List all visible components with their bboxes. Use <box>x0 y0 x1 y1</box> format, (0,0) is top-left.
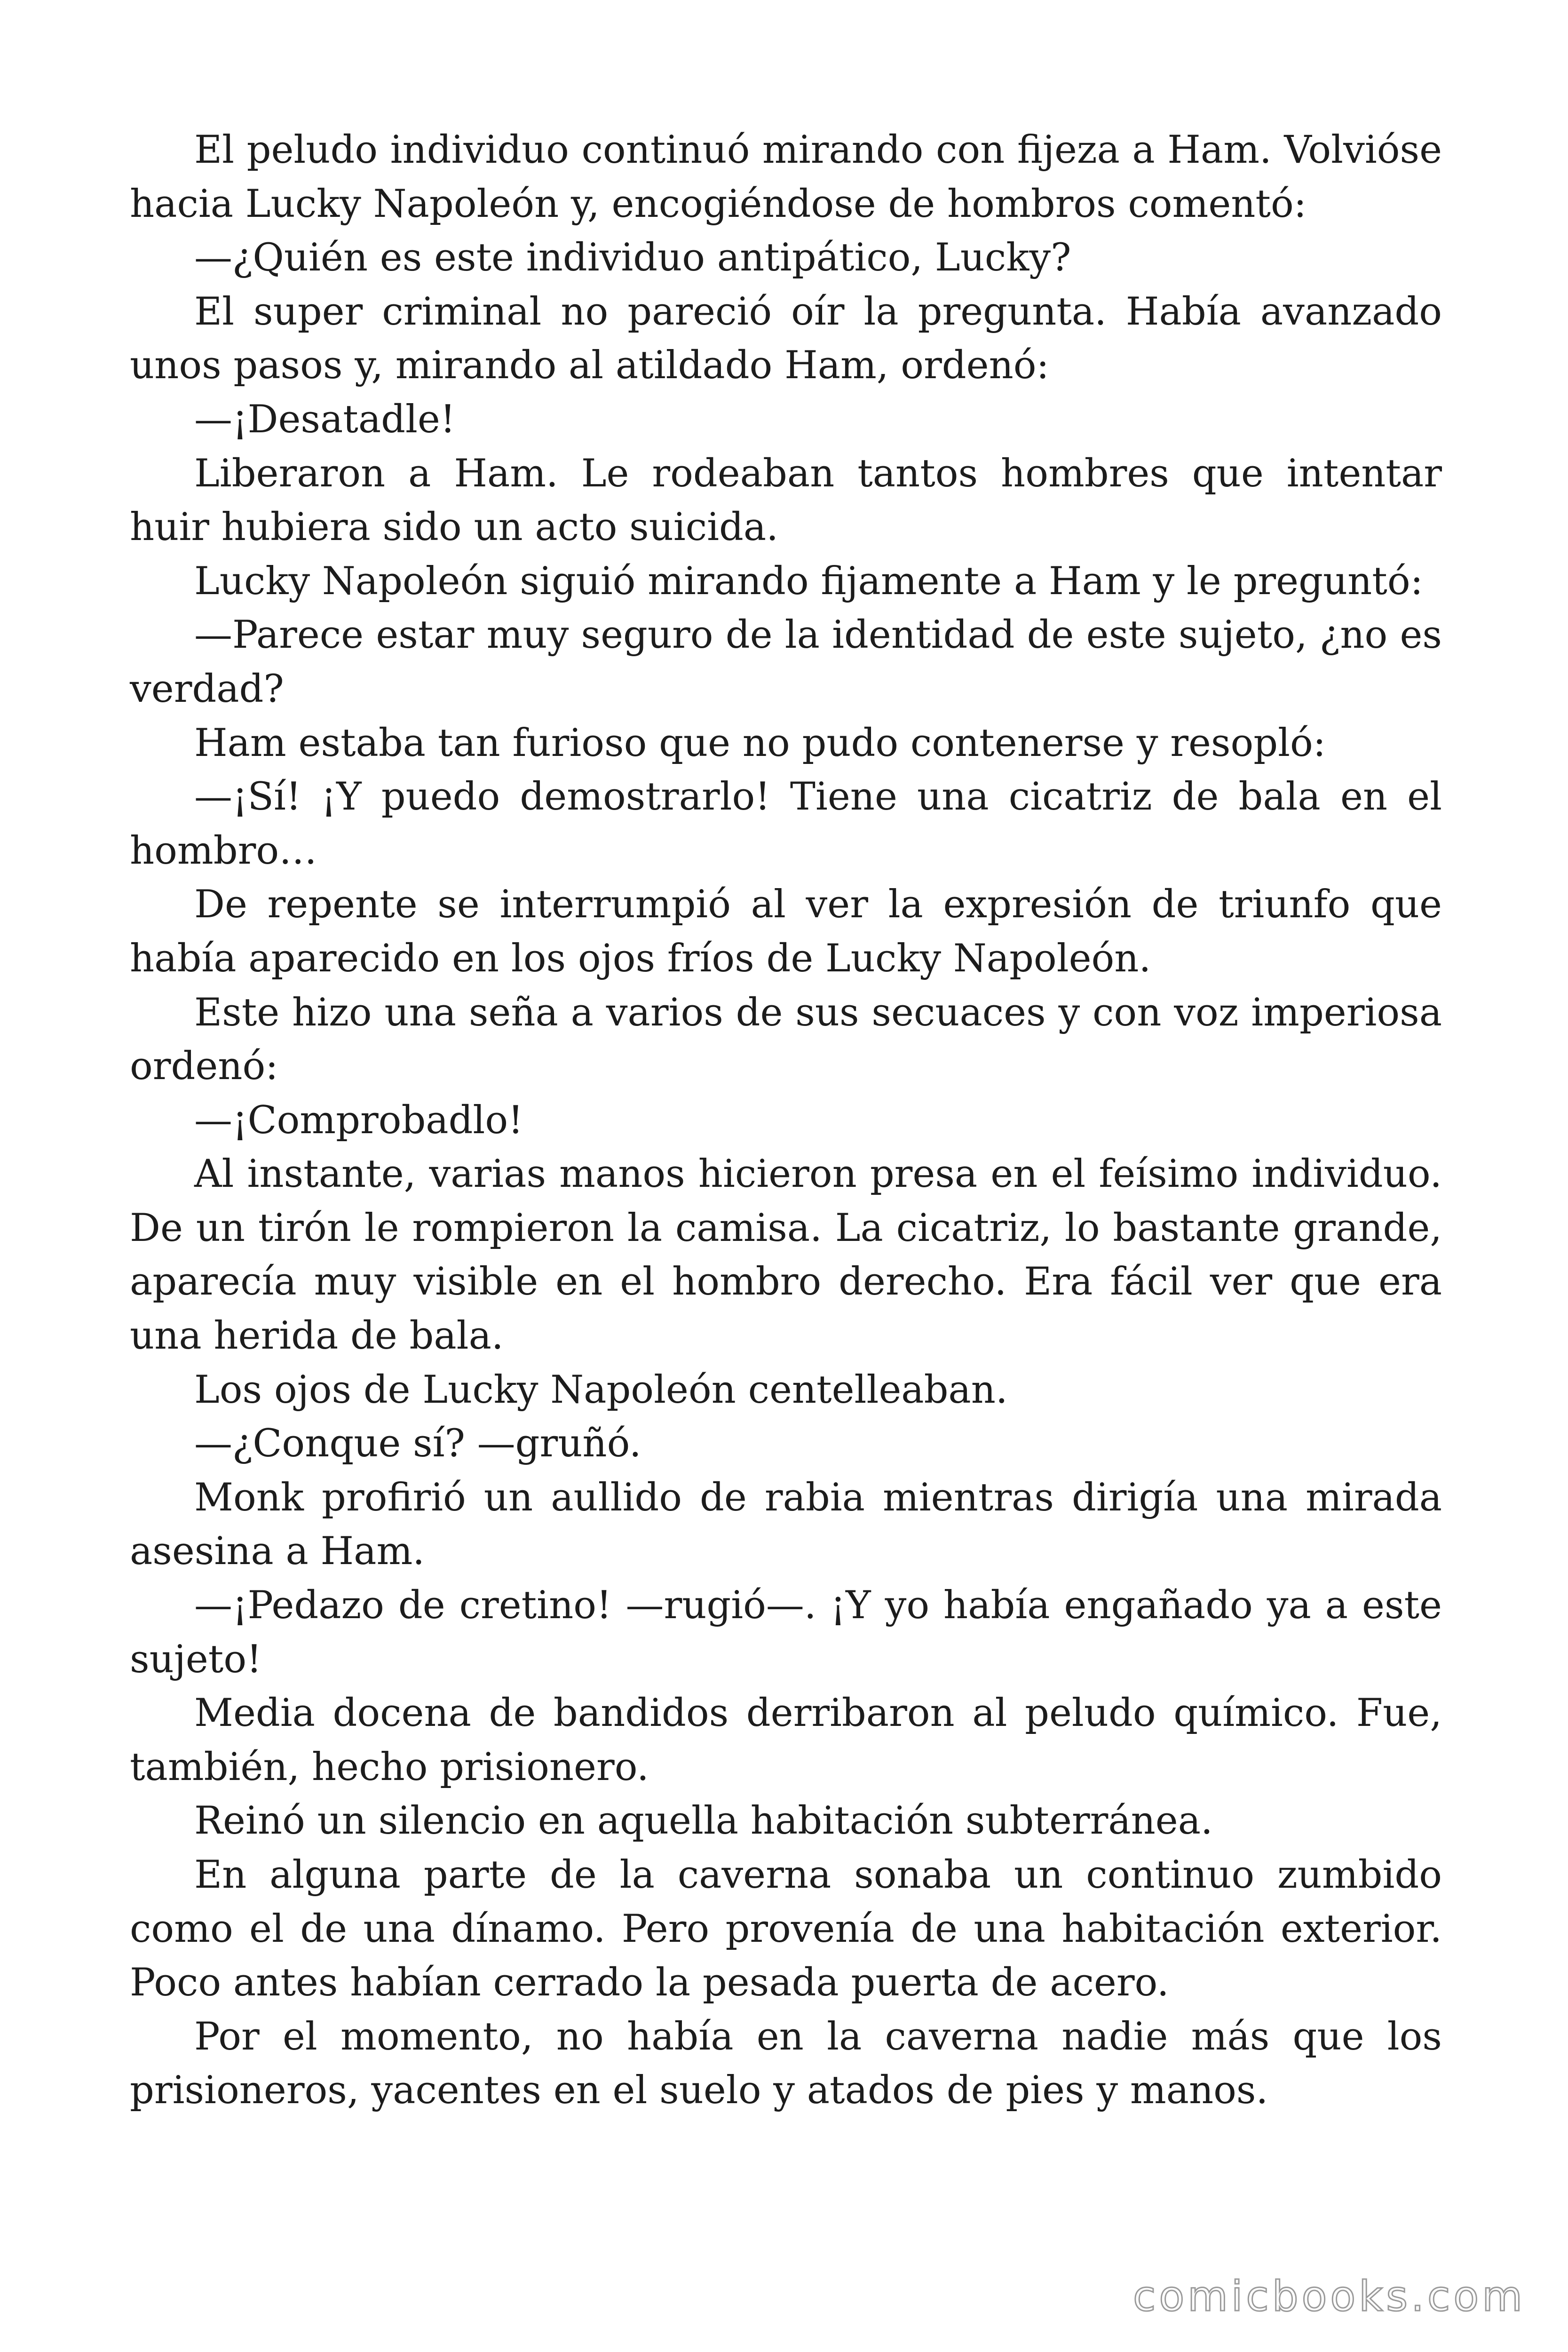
paragraph: Liberaron a Ham. Le rodeaban tantos hombres que intentar huir hubiera sido un acto suicida. <box>130 451 1442 550</box>
paragraph: —¿Conque sí? —gruñó. <box>194 1422 641 1466</box>
paragraph: —¡Comprobadlo! <box>194 1098 523 1143</box>
paragraph: Los ojos de Lucky Napoleón centelleaban. <box>194 1367 1008 1412</box>
paragraph: Monk profirió un aullido de rabia mientras dirigía una mirada asesina a Ham. <box>130 1475 1442 1574</box>
paragraph: El super criminal no pareció oír la pregunta. Había avanzado unos pasos y, mirando al atildado Ham, ordenó: <box>130 289 1442 388</box>
paragraph: Reinó un silencio en aquella habitación subterránea. <box>194 1799 1213 1843</box>
paragraph: —¡Sí! ¡Y puedo demostrarlo! Tiene una cicatriz de bala en el hombro… <box>130 775 1442 873</box>
paragraph: Al instante, varias manos hicieron presa en el feísimo individuo. De un tirón le rompieron la camisa. La cicatriz, lo bastante grande, aparecía muy visible en el hombro derecho. Era fácil ver que era una herida de bala. <box>130 1152 1442 1359</box>
paragraph: —¡Pedazo de cretino! —rugió—. ¡Y yo había engañado ya a este sujeto! <box>130 1583 1442 1682</box>
paragraph: Este hizo una seña a varios de sus secuaces y con voz imperiosa ordenó: <box>130 990 1442 1089</box>
watermark: comicbooks.com <box>1132 2272 1526 2320</box>
paragraph: El peludo individuo continuó mirando con fijeza a Ham. Volvióse hacia Lucky Napoleón y, encogiéndose de hombros comentó: <box>130 128 1442 226</box>
paragraph: Por el momento, no había en la caverna nadie más que los prisioneros, yacentes en el suelo y atados de pies y manos. <box>130 2014 1442 2113</box>
paragraph: De repente se interrumpió al ver la expresión de triunfo que había aparecido en los ojos fríos de Lucky Napoleón. <box>130 882 1442 981</box>
paragraph: Lucky Napoleón siguió mirando fijamente a Ham y le preguntó: <box>194 559 1423 604</box>
page-body-text <box>130 123 1442 2118</box>
paragraph: —¿Quién es este individuo antipático, Lucky? <box>194 236 1071 280</box>
paragraph: —Parece estar muy seguro de la identidad de este sujeto, ¿no es verdad? <box>130 613 1442 711</box>
paragraph: En alguna parte de la caverna sonaba un continuo zumbido como el de una dínamo. Pero provenía de una habitación exterior. Poco antes habían cerrado la pesada puerta de acero. <box>130 1853 1442 2005</box>
paragraph: Ham estaba tan furioso que no pudo contenerse y resopló: <box>194 721 1326 765</box>
paragraph: —¡Desatadle! <box>194 397 456 442</box>
paragraph: Media docena de bandidos derribaron al peludo químico. Fue, también, hecho prisionero. <box>130 1691 1442 1789</box>
